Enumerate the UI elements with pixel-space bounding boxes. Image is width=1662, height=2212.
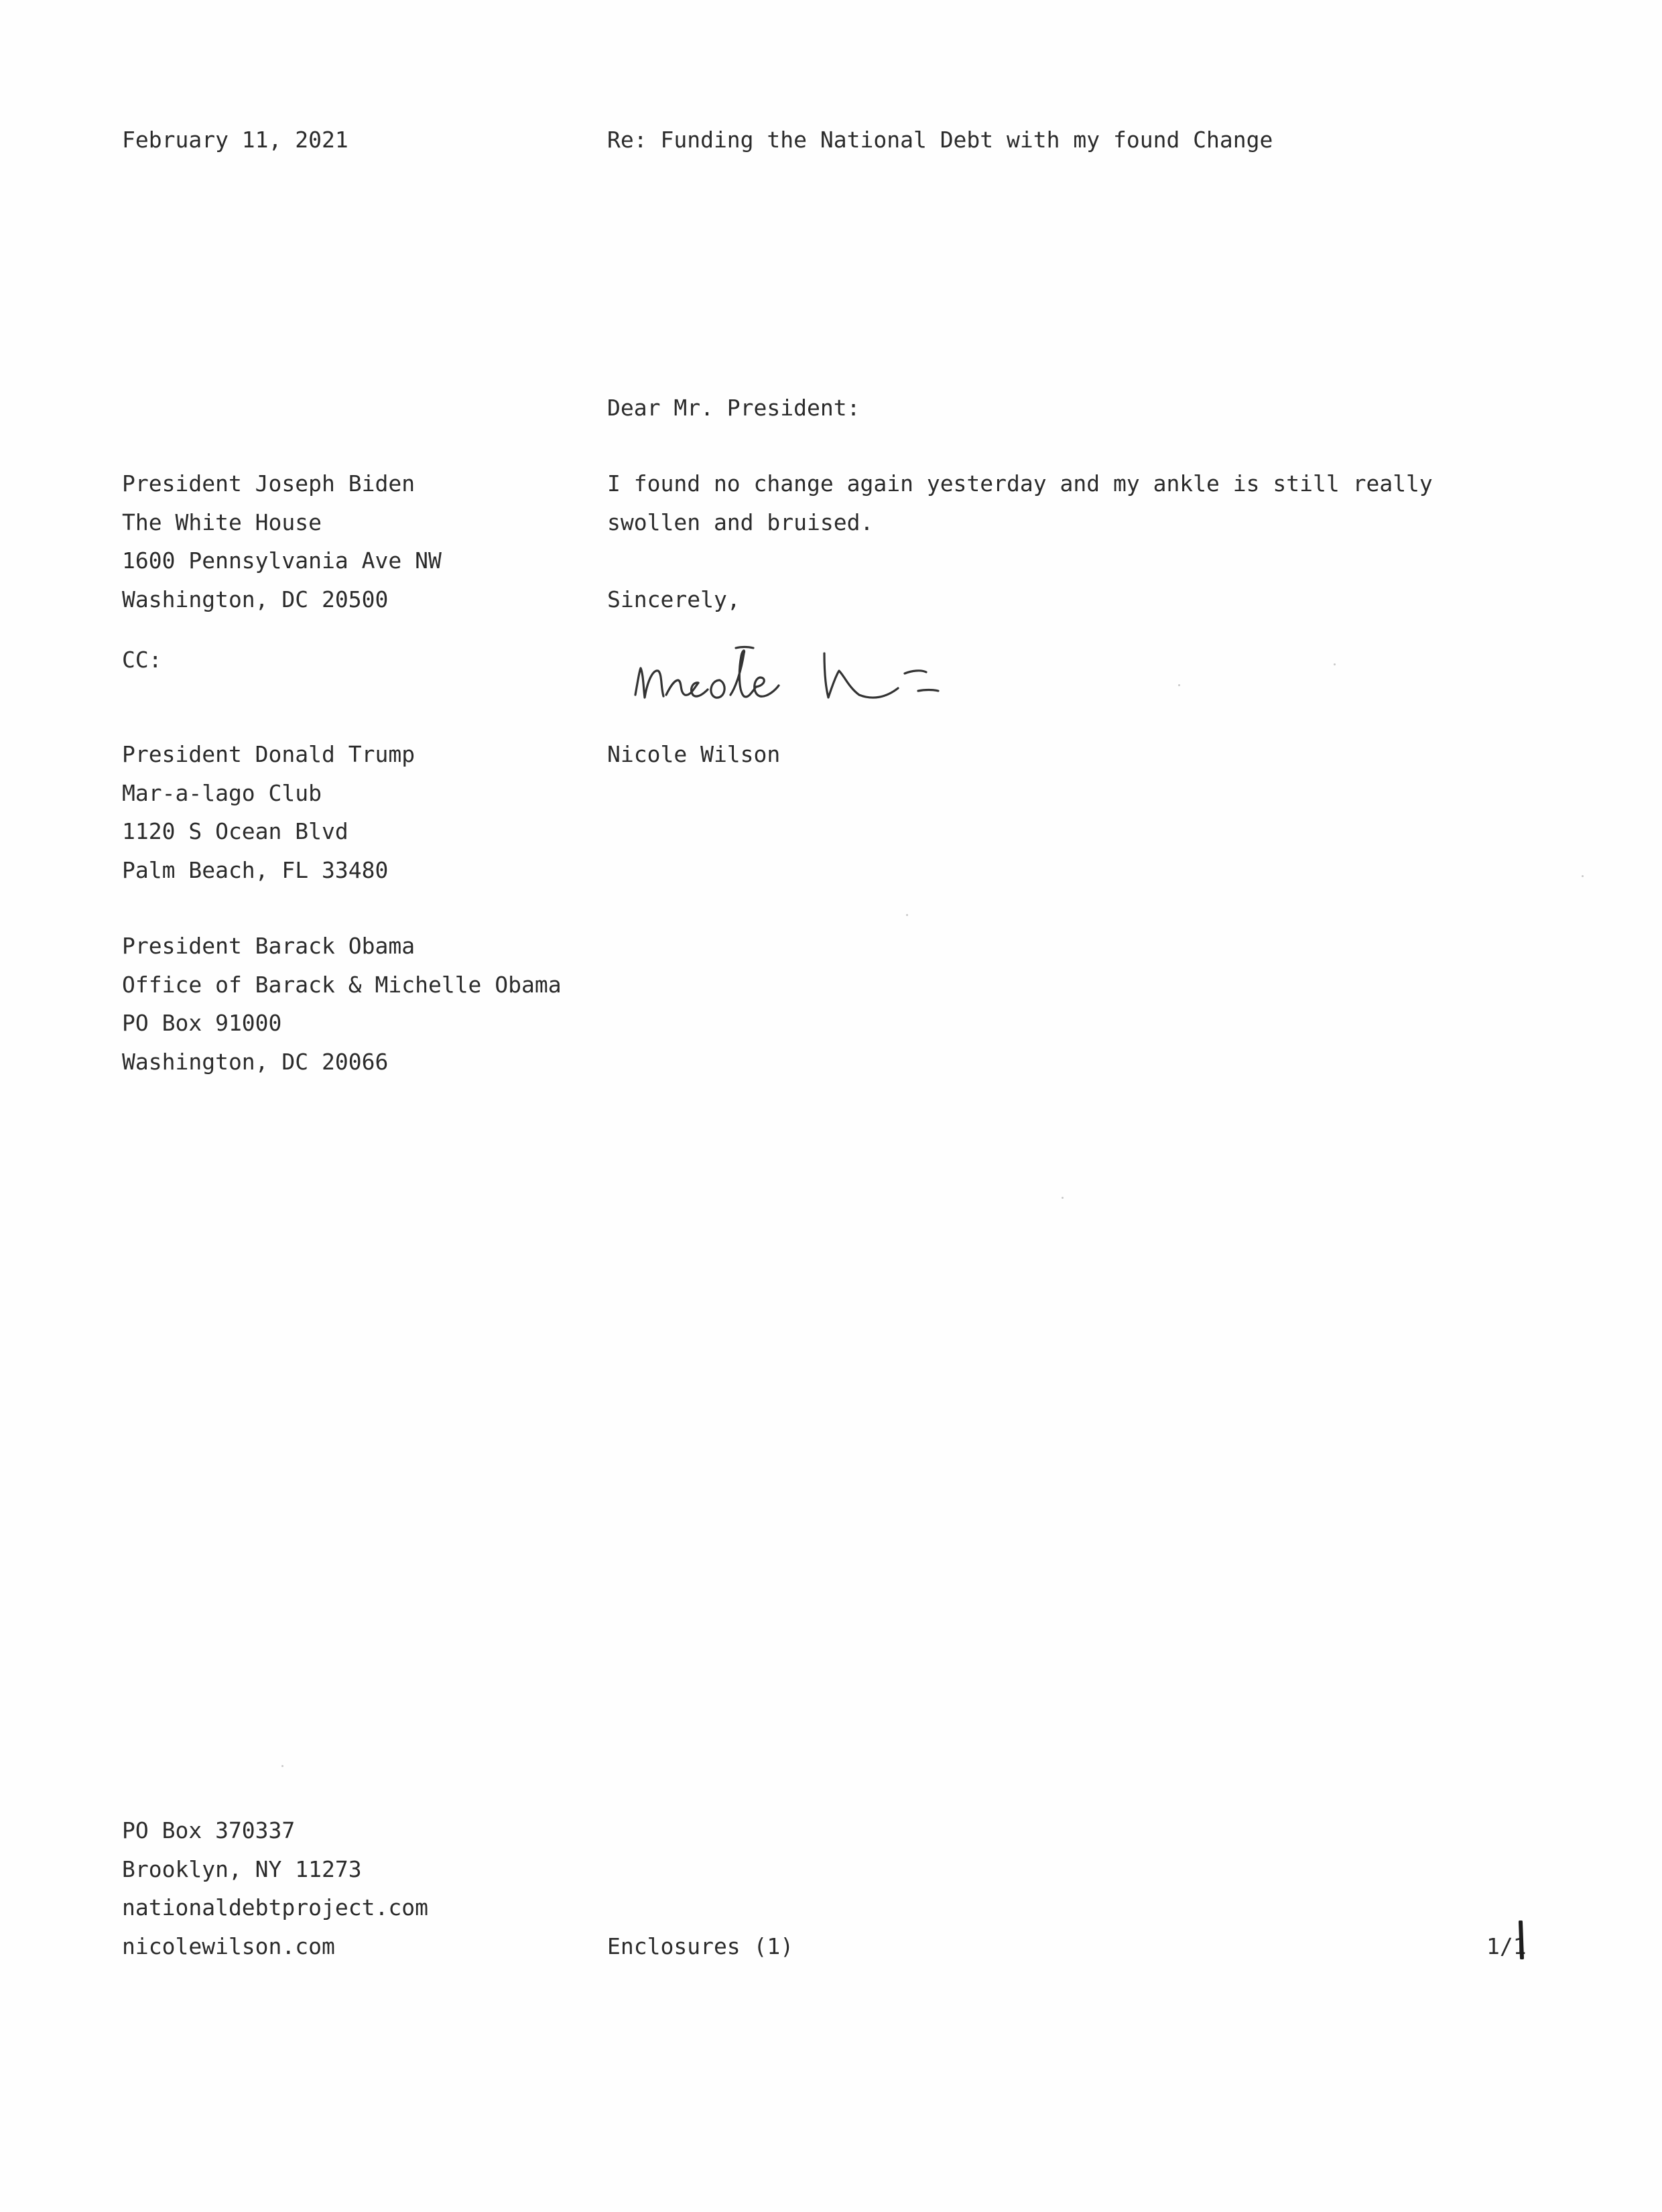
recipient-address bbox=[122, 464, 442, 619]
cc-line: PO Box 91000 bbox=[122, 1010, 282, 1036]
sender-website: nicolewilson.com bbox=[122, 1933, 335, 1959]
letter-subject: Re: Funding the National Debt with my found Change bbox=[607, 127, 1273, 153]
scan-speck bbox=[1178, 684, 1180, 686]
signature-name: Nicole Wilson bbox=[607, 741, 781, 767]
cc-line: 1120 S Ocean Blvd bbox=[122, 818, 348, 844]
sender-website: nationaldebtproject.com bbox=[122, 1894, 428, 1921]
cc-label: CC: bbox=[122, 647, 162, 673]
enclosures-note: Enclosures (1) bbox=[607, 1933, 794, 1959]
scan-speck bbox=[1582, 875, 1584, 877]
letter-body bbox=[607, 464, 1433, 541]
body-line: I found no change again yesterday and my ankle is still really bbox=[607, 470, 1433, 497]
handwritten-signature bbox=[623, 633, 972, 714]
ink-mark bbox=[1516, 1921, 1525, 1959]
sender-line: Brooklyn, NY 11273 bbox=[122, 1856, 362, 1882]
page-number: 1/1 bbox=[1486, 1933, 1527, 1959]
cc-line: Washington, DC 20066 bbox=[122, 1048, 389, 1075]
body-line: swollen and bruised. bbox=[607, 509, 874, 535]
scan-speck bbox=[906, 914, 908, 916]
closing: Sincerely, bbox=[607, 586, 741, 612]
cc-line: Palm Beach, FL 33480 bbox=[122, 856, 389, 883]
letter-date: February 11, 2021 bbox=[122, 127, 348, 153]
cc-line: President Barack Obama bbox=[122, 933, 416, 959]
cc-address-trump bbox=[122, 735, 415, 889]
cc-address-obama bbox=[122, 927, 562, 1081]
scan-speck bbox=[1062, 1197, 1064, 1199]
scan-speck bbox=[1334, 663, 1336, 665]
scan-speck bbox=[281, 1765, 283, 1767]
recipient-line: Washington, DC 20500 bbox=[122, 586, 389, 612]
recipient-line: The White House bbox=[122, 509, 322, 535]
salutation: Dear Mr. President: bbox=[607, 395, 860, 421]
recipient-line: 1600 Pennsylvania Ave NW bbox=[122, 547, 442, 574]
recipient-line: President Joseph Biden bbox=[122, 470, 416, 497]
sender-line: PO Box 370337 bbox=[122, 1817, 296, 1843]
cc-line: President Donald Trump bbox=[122, 741, 416, 767]
cc-line: Office of Barack & Michelle Obama bbox=[122, 971, 562, 998]
cc-line: Mar-a-lago Club bbox=[122, 779, 322, 806]
sender-address bbox=[122, 1811, 428, 1965]
